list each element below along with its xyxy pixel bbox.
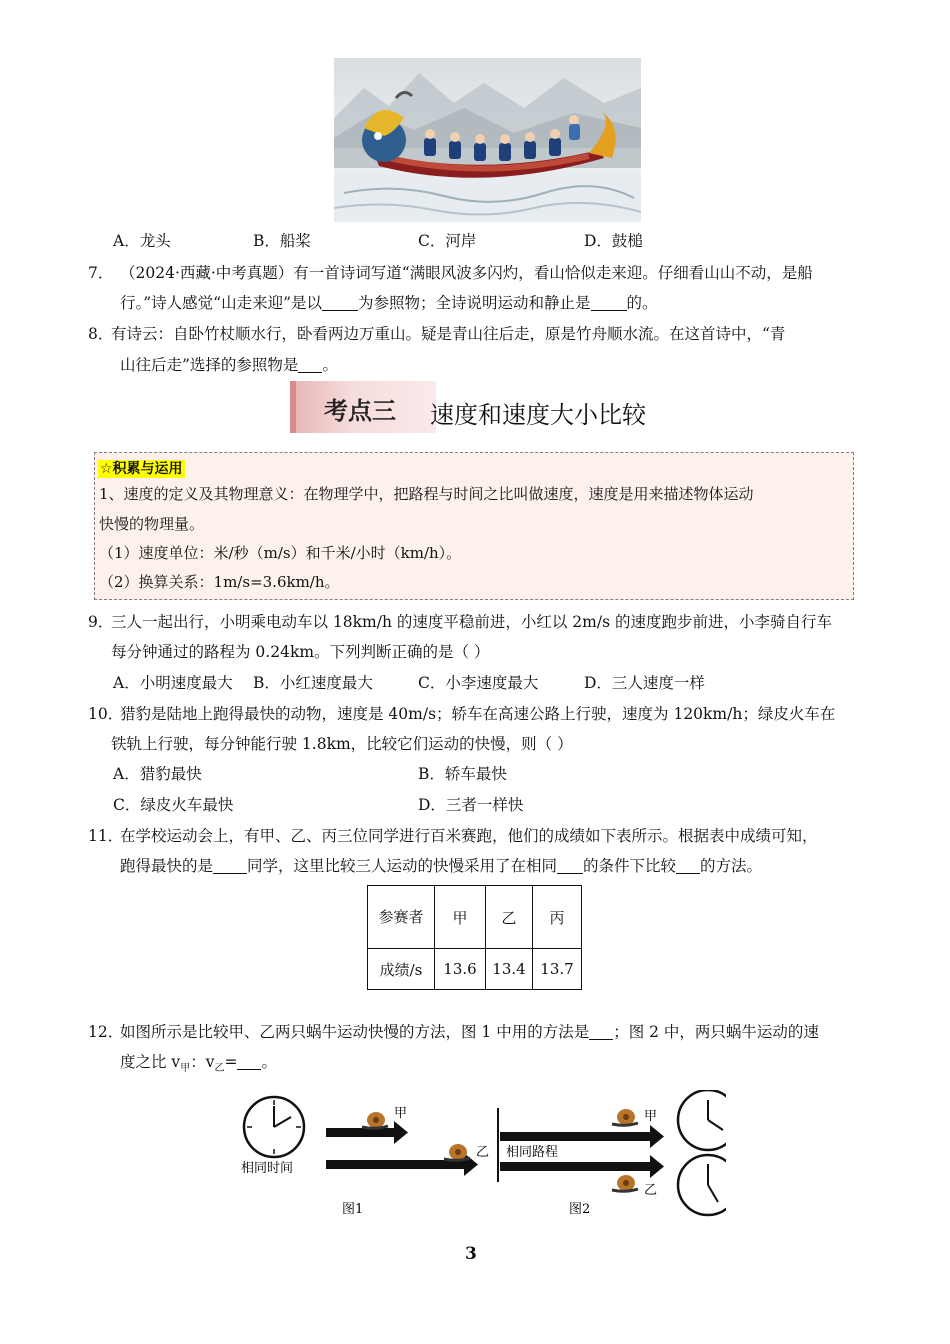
q6-option-c: C．河岸 (418, 232, 477, 250)
table-header-cell: 丙 (533, 886, 582, 949)
q11-blank-2 (557, 857, 583, 874)
q12-line2 (120, 1051, 277, 1080)
dragon-boat-image (334, 58, 641, 222)
knowledge-note-box (94, 452, 854, 600)
arrow-jia-fig1 (326, 1121, 408, 1144)
table-header-row (368, 886, 582, 949)
q11-line2 (120, 855, 762, 877)
q11-text-b: 同学，这里比较三人运动的快慢采用了在相同 (247, 857, 558, 875)
q10-line2: 铁轨上行驶，每分钟能行驶 1.8km，比较它们运动的快慢，则（ ） (111, 735, 573, 753)
section-label: 考点三 (324, 397, 396, 425)
table-cell: 13.6 (435, 949, 486, 990)
clock-icon (244, 1097, 304, 1157)
q10-option-b: B．轿车最快 (418, 765, 507, 783)
q8-line1: 有诗云：自卧竹杖顺水行，卧看两边万重山。疑是青山往后走，原是竹舟顺水流。在这首诗中，“青 (111, 325, 786, 343)
clock-icon (678, 1090, 726, 1150)
q9-line2: 每分钟通过的路程为 0.24km。下列判断正确的是（ ） (111, 643, 490, 661)
q10-option-a: A．猎豹最快 (113, 765, 202, 783)
caption-fig2: 图2 (569, 1202, 591, 1217)
snail-icon (362, 1112, 388, 1128)
q8-blank-1 (298, 356, 322, 373)
q10-option-c: C．绿皮火车最快 (113, 796, 234, 814)
q12-blank-1 (589, 1023, 613, 1040)
result-table (367, 885, 582, 990)
q12-text-d: ：v (190, 1053, 215, 1071)
q10-number: 10． (88, 705, 124, 723)
q10-option-d: D．三者一样快 (418, 796, 524, 814)
table-cell: 13.7 (533, 949, 582, 990)
q7-line2 (120, 292, 658, 314)
q12-number: 12． (88, 1023, 124, 1041)
q12-subscript-b: 乙 (214, 1063, 225, 1075)
snail-icon (612, 1175, 638, 1191)
snail-icon (612, 1109, 638, 1125)
q9-option-c: C．小李速度最大 (418, 674, 539, 692)
note-line-2: 快慢的物理量。 (99, 515, 205, 533)
label-same-time: 相同时间 (241, 1161, 294, 1176)
q8-line2 (120, 354, 338, 376)
q12-text-b: ；图 2 中，两只蜗牛运动的速 (613, 1023, 819, 1041)
q6-option-a: A．龙头 (113, 232, 171, 250)
q12-blank-2 (237, 1053, 261, 1070)
table-row (368, 949, 582, 990)
q7-line1: （2024·西藏·中考真题）有一首诗词写道“满眼风波多闪灼，看山恰似走来迎。仔细看山山不动，是船 (120, 264, 813, 282)
table-header-cell: 参赛者 (368, 886, 435, 949)
q9-option-b: B．小红速度最大 (253, 674, 373, 692)
label-same-distance: 相同路程 (506, 1145, 559, 1160)
q9-option-d: D．三人速度一样 (584, 674, 705, 692)
clock-icon (678, 1155, 726, 1215)
section-header (290, 381, 710, 433)
q11-line1: 在学校运动会上，有甲、乙、丙三位同学进行百米赛跑，他们的成绩如下表所示。根据表中成绩可知， (120, 827, 818, 845)
q10-line1: 猎豹是陆地上跑得最快的动物，速度是 40m/s；轿车在高速公路上行驶，速度为 120km/h；绿皮火车在 (120, 705, 836, 723)
q12-text-f: 。 (261, 1053, 277, 1071)
q8-number: 8． (88, 325, 114, 343)
table-cell: 成绩/s (368, 949, 435, 990)
note-line-4: （2）换算关系：1m/s=3.6km/h。 (99, 573, 340, 591)
q12-text-a: 如图所示是比较甲、乙两只蜗牛运动快慢的方法，图 1 中用的方法是 (120, 1023, 590, 1041)
q11-text-d: 的方法。 (700, 857, 763, 875)
table-header-cell: 甲 (435, 886, 486, 949)
q11-number: 11． (88, 827, 124, 845)
note-line-3: （1）速度单位：米/秒（m/s）和千米/小时（km/h）。 (99, 544, 462, 562)
q11-blank-3 (676, 857, 700, 874)
q7-number: 7． (88, 264, 114, 282)
snail-icon (444, 1144, 470, 1160)
section-label-box (290, 381, 436, 433)
q12-text-c: 度之比 v (120, 1053, 181, 1071)
q12-text-e: = (224, 1053, 238, 1071)
q7-blank-2 (591, 294, 627, 311)
snail-label-jia-fig1: 甲 (394, 1106, 408, 1121)
dragon-boat-illustration (334, 58, 641, 222)
note-tag: ☆积累与运用 (100, 461, 183, 477)
q6-option-b: B．船桨 (253, 232, 311, 250)
note-line-1: 1、速度的定义及其物理意义：在物理学中，把路程与时间之比叫做速度，速度是用来描述物体运动 (99, 485, 754, 503)
q9-line1: 三人一起出行，小明乘电动车以 18km/h 的速度平稳前进，小红以 2m/s 的速度跑步前进，小李骑自行车 (111, 613, 832, 631)
q11-text-c: 的条件下比较 (583, 857, 677, 875)
q7-text-b: 为参照物；全诗说明运动和静止是 (358, 294, 591, 312)
q8-text-b: 。 (322, 356, 338, 374)
snail-label-yi-fig1: 乙 (476, 1145, 490, 1160)
q11-text-a: 跑得最快的是 (120, 857, 214, 875)
q6-option-d: D．鼓槌 (584, 232, 643, 250)
q7-text-a: 行。”诗人感觉“山走来迎”是以 (120, 294, 323, 312)
table-cell: 13.4 (486, 949, 533, 990)
section-title: 速度和速度大小比较 (430, 401, 646, 429)
snail-comparison-figure (236, 1090, 726, 1220)
q7-blank-1 (322, 294, 358, 311)
q8-text-a: 山往后走”选择的参照物是 (120, 356, 299, 374)
snail-figure-svg (236, 1090, 726, 1220)
q12-subscript-a: 甲 (180, 1063, 191, 1075)
q9-option-a: A．小明速度最大 (113, 674, 233, 692)
snail-label-jia-fig2: 甲 (644, 1109, 658, 1124)
snail-label-yi-fig2: 乙 (644, 1183, 658, 1198)
caption-fig1: 图1 (342, 1202, 364, 1217)
q12-line1 (120, 1021, 819, 1043)
table-header-cell: 乙 (486, 886, 533, 949)
q7-text-c: 的。 (626, 294, 658, 312)
q11-blank-1 (213, 857, 247, 874)
page-number: 3 (465, 1244, 477, 1264)
q9-number: 9． (88, 613, 114, 631)
